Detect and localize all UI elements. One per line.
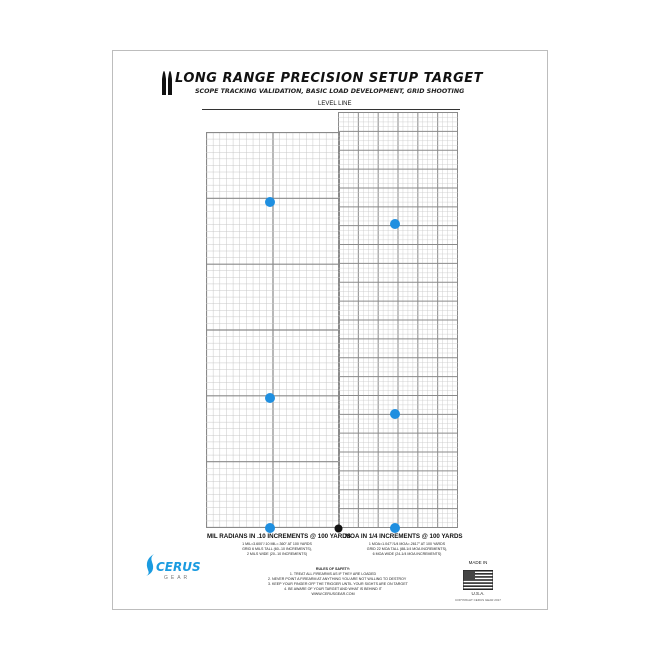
brand-name: CERUS — [156, 560, 201, 574]
us-flag-icon — [463, 570, 493, 590]
moa-note: GRID 22 MOA TALL (88-1/4 MOA INCREMENTS), — [366, 547, 448, 551]
mil-notes — [222, 542, 332, 557]
page-subtitle: SCOPE TRACKING VALIDATION, BASIC LOAD DEVELOPMENT, GRID SHOOTING — [195, 88, 465, 95]
copyright: COPYRIGHT CERUS GEAR 2017 — [455, 598, 501, 602]
moa-note: 1 MOA=1.047"/1/4 MOA=.2617" AT 100 YARDS — [368, 542, 446, 546]
level-line-label: LEVEL LINE — [318, 101, 352, 107]
safety-title: RULES OF SAFETY: — [315, 567, 351, 571]
mil-note: 1 MIL=3.600"/.10 MIL=.360" AT 100 YARDS — [242, 542, 312, 546]
mil-note: GRID 6 MILS TALL (60-.10 INCREMENTS), — [242, 547, 312, 551]
moa-aim-dot — [389, 408, 401, 420]
bullet-icon — [160, 70, 174, 96]
moa-grid — [338, 112, 458, 528]
level-line — [202, 109, 460, 110]
safety-line: 2. NEVER POINT A FIREARM AT ANYTHING YOU ARE NOT WILLING TO DESTROY — [268, 577, 407, 581]
center-reference-dot — [334, 524, 343, 533]
made-in-country: U.S.A. — [471, 591, 485, 596]
safety-line: WWW.CERUSGEAR.COM — [311, 592, 355, 596]
moa-caption: MOA IN 1/4 INCREMENTS @ 100 YARDS — [345, 533, 463, 540]
moa-aim-dot — [389, 218, 401, 230]
safety-line: 4. BE AWARE OF YOUR TARGET AND WHAT IS BEHIND IT — [284, 587, 382, 591]
mil-grid — [206, 132, 340, 528]
moa-notes — [352, 542, 462, 557]
moa-note: 6 MOA WIDE (24-1/4 MOA INCREMENTS) — [372, 552, 442, 556]
brand-tag: GEAR — [164, 575, 191, 581]
made-in-label: MADE IN — [468, 560, 488, 565]
safety-line: 1. TREAT ALL FIREARMS AS IF THEY ARE LOADED — [289, 572, 377, 576]
mil-caption: MIL RADIANS IN .10 INCREMENTS @ 100 YARDS — [207, 533, 351, 540]
mil-aim-dot — [264, 196, 276, 208]
safety-rules — [268, 567, 408, 597]
mil-aim-dot — [264, 392, 276, 404]
safety-line: 3. KEEP YOUR FINGER OFF THE TRIGGER UNTIL YOUR SIGHTS ARE ON TARGET — [268, 582, 408, 586]
mil-note: 2 MILS WIDE (20-.10 INCREMENTS) — [246, 552, 308, 556]
page-title: LONG RANGE PRECISION SETUP TARGET — [175, 71, 483, 86]
